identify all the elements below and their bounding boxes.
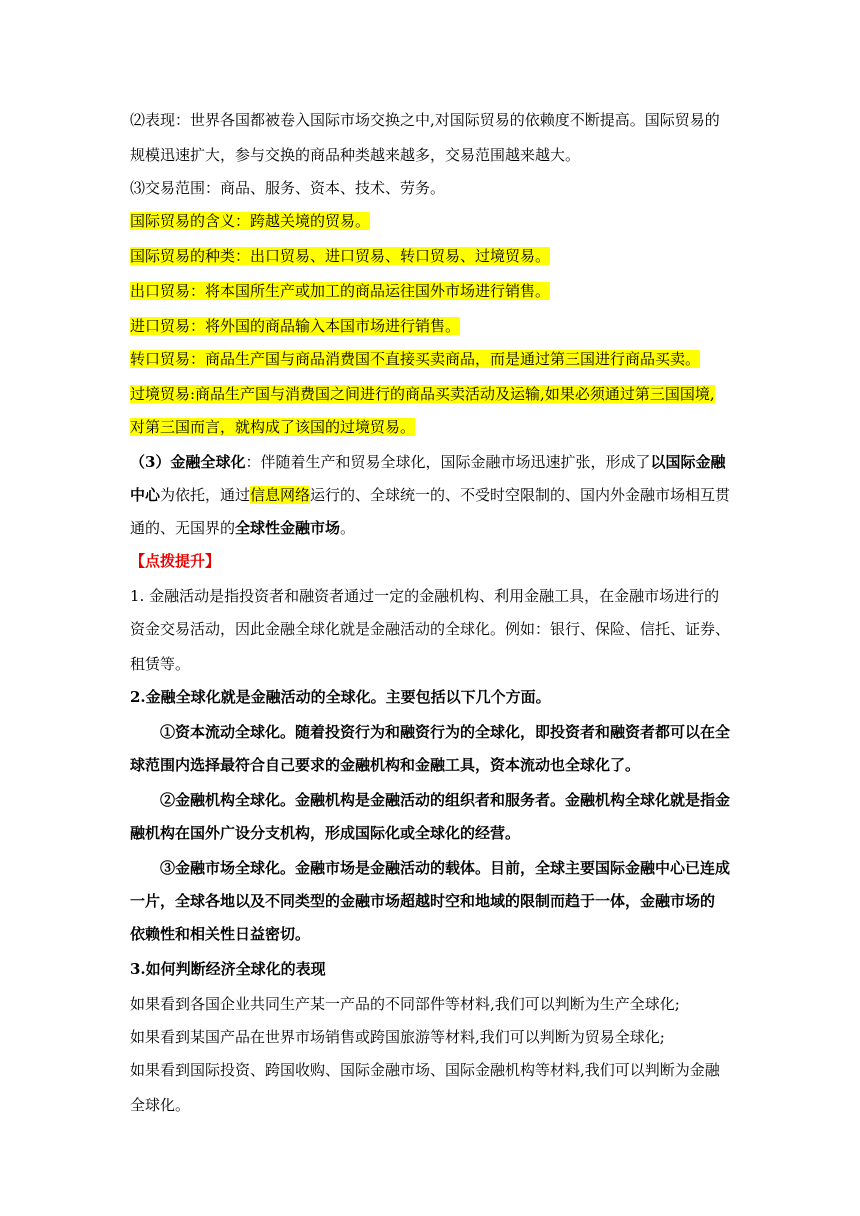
text-line: [130, 485, 730, 505]
text-line: 2.金融全球化就是金融活动的全球化。主要包括以下几个方面。: [130, 688, 551, 706]
highlighted-line: [130, 316, 730, 336]
text-span: 。: [340, 519, 356, 537]
highlight: 过境贸易:商品生产国与消费国之间进行的商品买卖活动及运输,如果必须通过第三国国境,: [130, 385, 715, 403]
text-line: [130, 518, 730, 538]
highlighted-line: [130, 211, 730, 231]
highlight: 信息网络: [250, 486, 311, 504]
text-line: 依赖性和相关性日益密切。: [130, 925, 311, 943]
text-span: 为依托，通过: [160, 486, 251, 504]
text-line: 租赁等。: [130, 655, 191, 673]
bold-text: 中心: [130, 486, 161, 504]
highlighted-line: [130, 384, 730, 404]
highlighted-line: [130, 417, 730, 437]
highlighted-line: [130, 281, 730, 301]
text-line: 一片，全球各地以及不同类型的金融市场超越时空和地域的限制而趋于一体，金融市场的: [130, 892, 716, 910]
text-line: 3.如何判断经济全球化的表现: [130, 960, 326, 978]
text-line: 融机构在国外广设分支机构，形成国际化或全球化的经营。: [130, 824, 521, 842]
text-line: ⑶交易范围：商品、服务、资本、技术、劳务。: [130, 179, 446, 197]
text-line: ②金融机构全球化。金融机构是金融活动的组织者和服务者。金融机构全球化就是指金: [160, 791, 731, 809]
text-line: 如果看到某国产品在世界市场销售或跨国旅游等材料,我们可以判断为贸易全球化;: [130, 1028, 665, 1046]
text-line: 球范围内选择最符合自己要求的金融机构和金融工具，资本流动也全球化了。: [130, 756, 641, 774]
text-line: ⑵表现：世界各国都被卷入国际市场交换之中,对国际贸易的依赖度不断提高。国际贸易的: [130, 111, 720, 129]
text-span: ：伴随着生产和贸易全球化，国际金融市场迅速扩张，形成了: [245, 453, 651, 471]
bold-text: 以国际金融: [650, 453, 726, 471]
highlighted-line: [130, 246, 730, 266]
bold-text: 全球性金融市场: [235, 519, 341, 537]
text-line: [130, 452, 730, 472]
text-line: 如果看到国际投资、跨国收购、国际金融市场、国际金融机构等材料,我们可以判断为金融: [130, 1061, 720, 1079]
highlight: 进口贸易：将外国的商品输入本国市场进行销售。: [130, 317, 461, 335]
text-line: 规模迅速扩大，参与交换的商品种类越来越多，交易范围越来越大。: [130, 146, 581, 164]
text-line: 如果看到各国企业共同生产某一产品的不同部件等材料,我们可以判断为生产全球化;: [130, 995, 680, 1013]
highlight: 出口贸易：将本国所生产或加工的商品运往国外市场进行销售。: [130, 282, 551, 300]
text-span: 运行的、全球统一的、不受时空限制的、国内外金融市场相互贯: [310, 486, 731, 504]
highlight: 国际贸易的种类：出口贸易、进口贸易、转口贸易、过境贸易。: [130, 247, 551, 265]
text-line: ①资本流动全球化。随着投资行为和融资行为的全球化，即投资者和融资者都可以在全: [160, 723, 731, 741]
text-line: 全球化。: [130, 1096, 191, 1114]
text-line: ③金融市场全球化。金融市场是金融活动的载体。目前，全球主要国际金融中心已连成: [160, 859, 731, 877]
highlight: 国际贸易的含义：跨越关境的贸易。: [130, 212, 371, 230]
highlight: 转口贸易：商品生产国与商品消费国不直接买卖商品，而是通过第三国进行商品买卖。: [130, 350, 701, 368]
text-span: 通的、无国界的: [130, 519, 236, 537]
text-line: 资金交易活动，因此金融全球化就是金融活动的全球化。例如：银行、保险、信托、证券、: [130, 620, 731, 638]
highlighted-line: [130, 349, 730, 369]
bold-text: （3）金融全球化: [130, 453, 246, 471]
highlight: 对第三国而言，就构成了该国的过境贸易。: [130, 418, 416, 436]
section-heading: 【点拨提升】: [130, 552, 221, 570]
text-line: 1. 金融活动是指投资者和融资者通过一定的金融机构、利用金融工具，在金融市场进行的: [130, 587, 720, 605]
